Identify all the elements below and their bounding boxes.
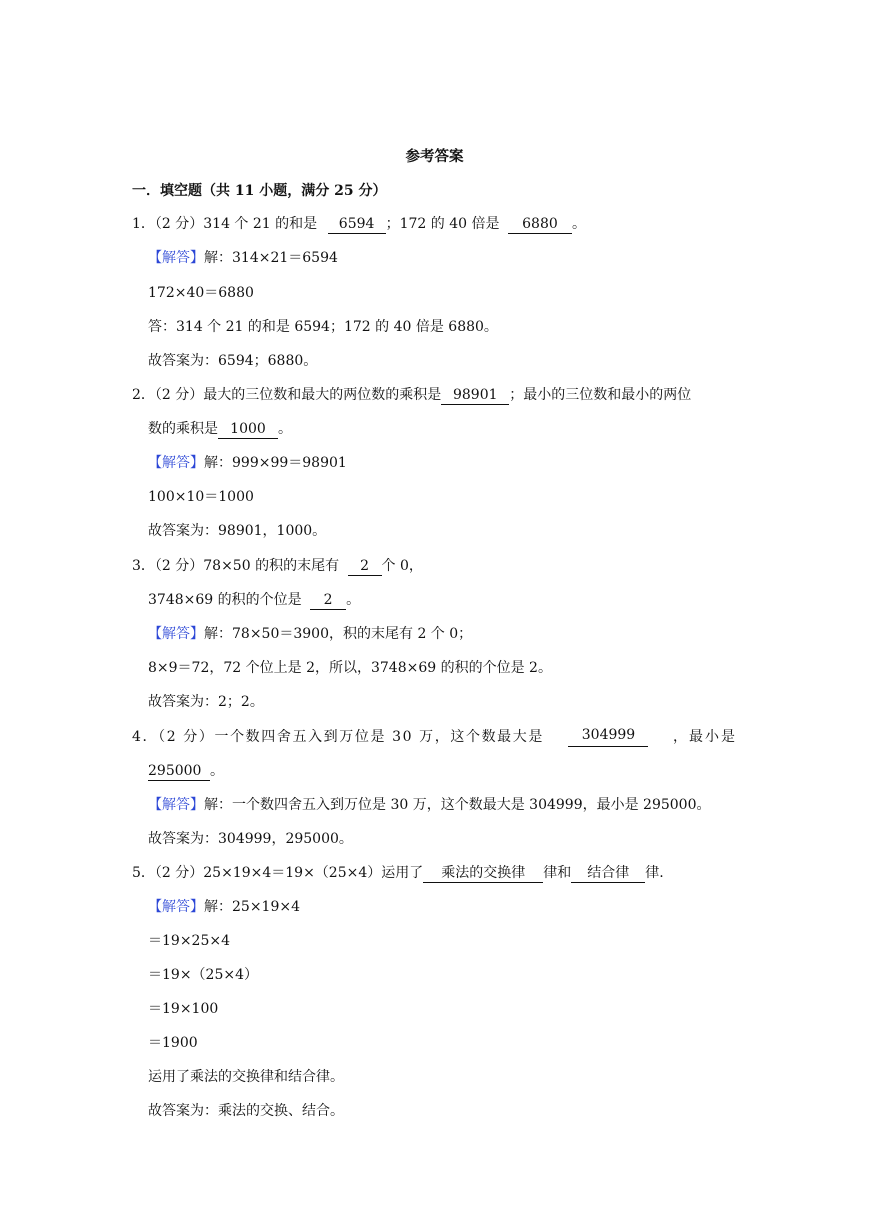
- solution-3-text-1: 解：78×50＝3900，积的末尾有 2 个 0；: [204, 626, 473, 642]
- question-2-answer-1: 98901: [441, 387, 509, 405]
- solution-2-text-1: 解：999×99＝98901: [204, 455, 347, 471]
- question-3-cont: [148, 590, 360, 610]
- solution-tag: 【解答】: [148, 626, 204, 642]
- question-5-answer-2: 结合律: [571, 865, 645, 883]
- question-2-text-2: ；最小的三位数和最小的两位: [509, 387, 692, 403]
- solution-4-text-1: 解：一个数四舍五入到万位是 30 万，这个数最大是 304999，最小是 295000。: [204, 797, 711, 813]
- question-2-text-3: 数的乘积是: [148, 421, 218, 437]
- question-4: [132, 727, 737, 747]
- question-2-text: 2．（2 分）最大的三位数和最大的两位数的乘积是: [132, 387, 442, 403]
- question-1: [132, 214, 586, 234]
- question-3: [132, 556, 423, 576]
- question-5-text-2: 律和: [543, 865, 572, 881]
- solution-tag: 【解答】: [148, 455, 204, 471]
- solution-5-line-2: ＝19×25×4: [148, 933, 230, 949]
- solution-5-line-4: ＝19×100: [148, 1001, 219, 1017]
- solution-5-line-5: ＝1900: [148, 1035, 198, 1051]
- question-4-text-2: ，最小是: [672, 729, 737, 745]
- question-2-answer-2: 1000: [218, 421, 278, 439]
- solution-tag: 【解答】: [148, 797, 204, 813]
- solution-5-answer: 故答案为：乘法的交换、结合。: [148, 1103, 344, 1119]
- question-5-text: 5．（2 分）25×19×4＝19×（25×4）运用了: [132, 865, 424, 881]
- question-4-text-3: 。: [210, 763, 224, 779]
- question-1-answer-2: 6880: [508, 216, 572, 234]
- question-1-text-3: 。: [571, 216, 586, 232]
- question-3-answer-2: 2: [310, 592, 346, 610]
- question-1-text: 1．（2 分）314 个 21 的和是: [132, 216, 318, 232]
- solution-1-answer: 故答案为：6594；6880。: [148, 353, 318, 369]
- question-5: [132, 863, 664, 883]
- question-3-text-4: 。: [346, 592, 361, 608]
- solution-2-line-1: [148, 453, 347, 473]
- question-2-text-4: 。: [278, 421, 292, 437]
- page-title: 参考答案: [405, 148, 464, 165]
- solution-tag: 【解答】: [148, 899, 204, 915]
- solution-2-answer: 故答案为：98901，1000。: [148, 523, 327, 539]
- solution-1-text-1: 解：314×21＝6594: [204, 250, 338, 266]
- solution-4-answer: 故答案为：304999，295000。: [148, 831, 353, 847]
- solution-5-line-1: [148, 897, 300, 917]
- question-4-answer-1: 304999: [568, 727, 648, 747]
- question-1-answer-1: 6594: [328, 216, 386, 234]
- solution-3-line-1: [148, 624, 472, 644]
- solution-1-line-3: 答：314 个 21 的和是 6594；172 的 40 倍是 6880。: [148, 319, 498, 335]
- question-2: [132, 385, 691, 405]
- question-4-answer-2: 295000: [148, 763, 210, 781]
- solution-3-line-2: 8×9＝72，72 个位上是 2，所以，3748×69 的积的个位是 2。: [148, 660, 552, 676]
- question-3-answer-1: 2: [348, 558, 382, 576]
- question-3-text-3: 3748×69 的积的个位是: [148, 592, 302, 608]
- question-3-text: 3．（2 分）78×50 的积的末尾有: [132, 558, 340, 574]
- solution-2-line-2: 100×10＝1000: [148, 489, 254, 505]
- question-5-text-3: 律.: [645, 865, 664, 881]
- question-4-cont: [148, 761, 224, 781]
- question-3-text-2: 个 0，: [381, 558, 423, 574]
- solution-5-line-6: 运用了乘法的交换律和结合律。: [148, 1069, 344, 1085]
- section-heading: 一．填空题（共 11 小题，满分 25 分）: [132, 183, 387, 199]
- question-1-text-2: ；172 的 40 倍是: [385, 216, 500, 232]
- solution-5-line-3: ＝19×（25×4）: [148, 967, 258, 983]
- solution-tag: 【解答】: [148, 250, 204, 266]
- solution-1-line-2: 172×40＝6880: [148, 285, 254, 301]
- solution-3-answer: 故答案为：2；2。: [148, 694, 264, 710]
- solution-5-text-1: 解：25×19×4: [204, 899, 300, 915]
- solution-1-line-1: [148, 248, 338, 268]
- question-2-cont: [148, 419, 292, 439]
- question-5-answer-1: 乘法的交换律: [423, 865, 543, 883]
- question-4-text: 4．（2 分）一个数四舍五入到万位是 30 万，这个数最大是: [132, 729, 544, 745]
- solution-4-line-1: [148, 795, 711, 815]
